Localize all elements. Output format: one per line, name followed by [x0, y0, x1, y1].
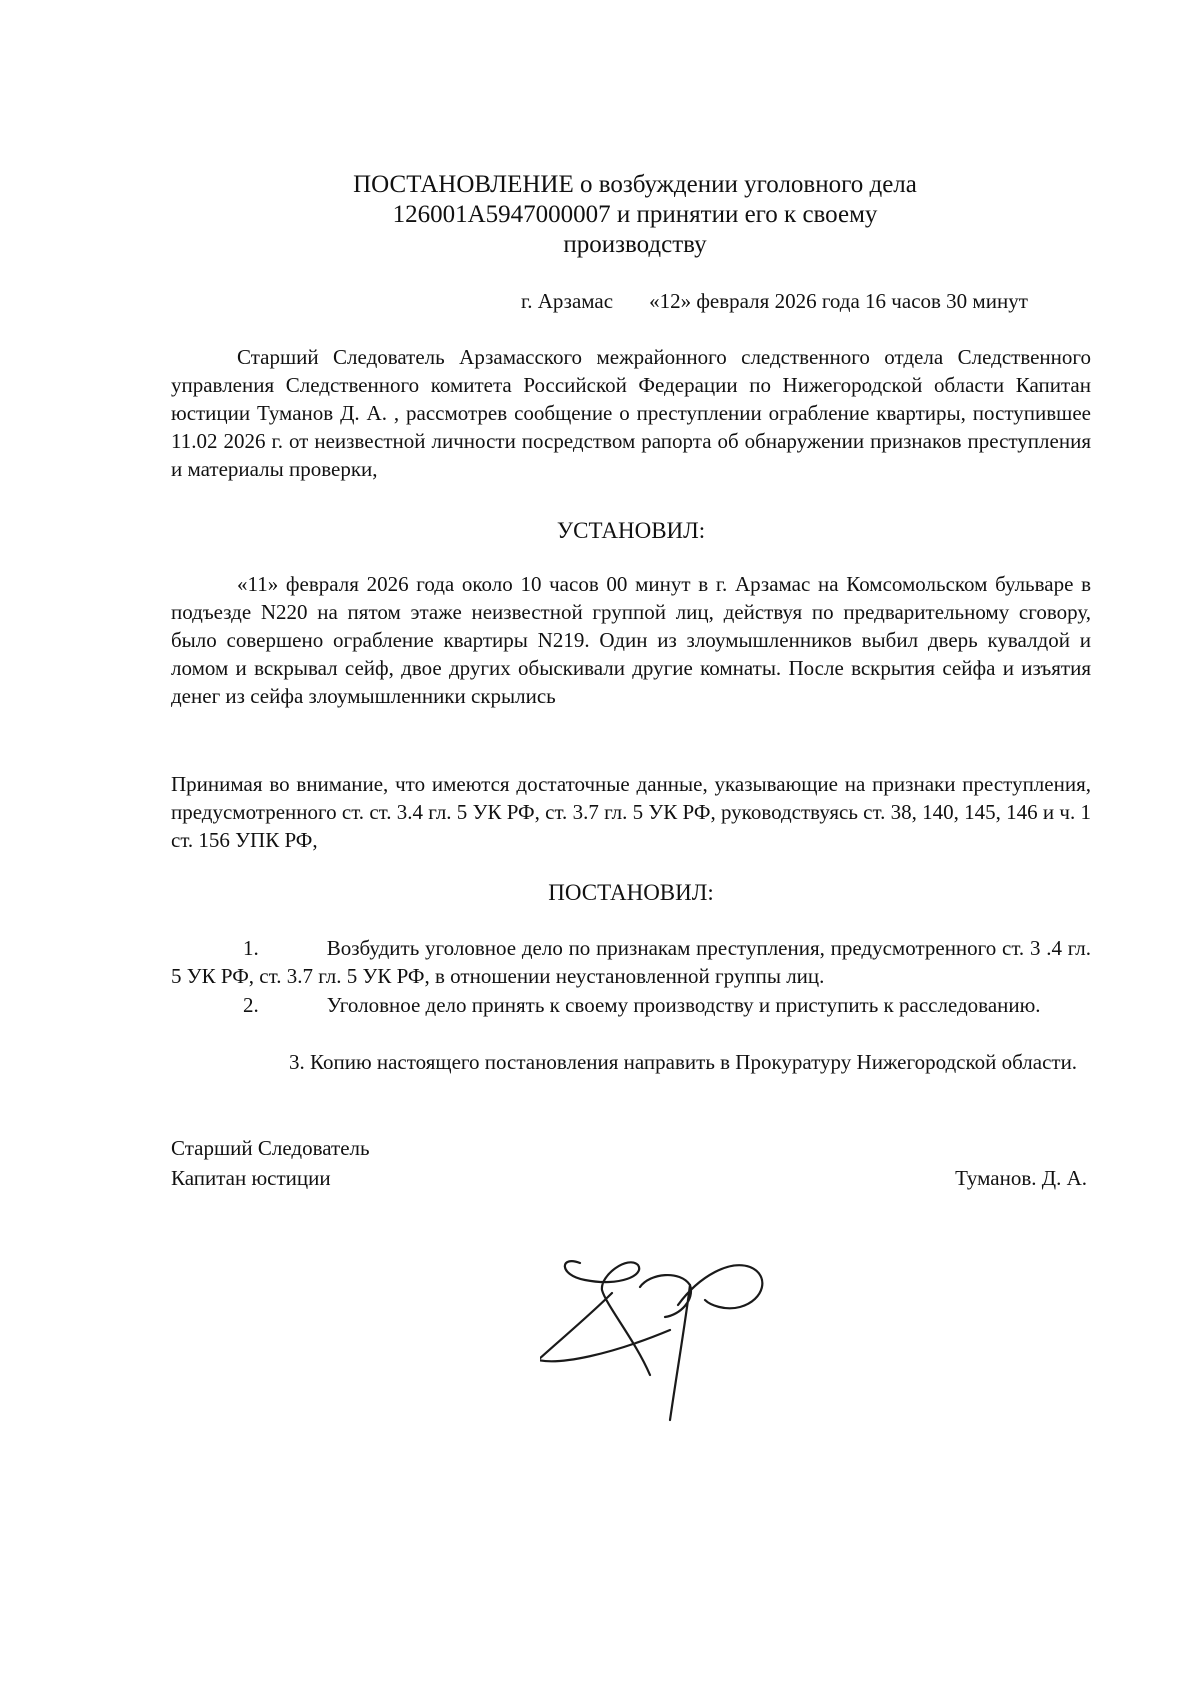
- signature-block: [171, 1133, 1091, 1193]
- signatory-rank: Капитан юстиции: [171, 1166, 331, 1190]
- title-line-3: производству: [563, 231, 707, 258]
- city: г. Арзамас: [521, 289, 614, 313]
- date-time: «12» февраля 2026 года 16 часов 30 минут: [649, 289, 1028, 313]
- decision-item-number: 2.: [243, 993, 259, 1017]
- decision-item-text: Возбудить уголовное дело по признакам преступления, предусмотренного ст. 3 .4 гл. 5 УК РФ, ст. 3.7 гл. 5 УК РФ, в отношении неустановленной группы лиц.: [171, 936, 1091, 988]
- decision-item-text: Копию настоящего постановления направить в Прокуратуру Нижегородской области.: [310, 1050, 1078, 1074]
- decision-item-text: Уголовное дело принять к своему производству и приступить к расследованию.: [326, 993, 1041, 1017]
- title-line-1: ПОСТАНОВЛЕНИЕ о возбуждении уголовного дела: [353, 171, 917, 198]
- established-paragraph: «11» февраля 2026 года около 10 часов 00 минут в г. Арзамас на Комсомольском бульваре в подъезде N220 на пятом этаже неизвестной группой лиц, действуя по предварительному сговору, было совершено ограбление квартиры N219. Один из злоумышленников выбил дверь кувалдой и ломом и вскрывал сейф, двое других обыскивали другие комнаты. После вскрытия сейфа и изъятия денег из сейфа злоумышленники скрылись: [171, 572, 1091, 708]
- signatory-name: Туманов. Д. А.: [955, 1166, 1087, 1190]
- decision-item-1: [171, 934, 1091, 990]
- decision-item-number: 3.: [289, 1050, 305, 1074]
- document-title: [250, 170, 1020, 260]
- decision-item-3: [171, 1048, 1091, 1076]
- decision-item-number: 1.: [243, 936, 259, 960]
- established-heading: УСТАНОВИЛ:: [556, 518, 706, 543]
- considering-paragraph: Принимая во внимание, что имеются достаточные данные, указывающие на признаки преступления, предусмотренного ст. ст. 3.4 гл. 5 УК РФ, ст. 3.7 гл. 5 УК РФ, руководствуясь ст. 38, 140, 145, 146 и ч. 1 ст. 156 УПК РФ,: [171, 772, 1091, 852]
- signatory-position: Старший Следователь: [171, 1136, 370, 1160]
- intro-paragraph: Старший Следователь Арзамасского межрайонного следственного отдела Следственного управления Следственного комитета Российской Федерации по Нижегородской области Капитан юстиции Туманов Д. А. , рассмотрев сообщение о преступлении ограбление квартиры, поступившее 11.02 2026 г. от неизвестной личности посредством рапорта об обнаружении признаков преступления и материалы проверки,: [171, 345, 1091, 481]
- title-line-2: 126001А5947000007 и принятии его к своему: [392, 201, 878, 228]
- decision-item-2: [171, 991, 1091, 1019]
- decided-heading: ПОСТАНОВИЛ:: [548, 880, 714, 905]
- place-date-line: [521, 288, 1028, 314]
- handwritten-signature-icon: [540, 1245, 810, 1425]
